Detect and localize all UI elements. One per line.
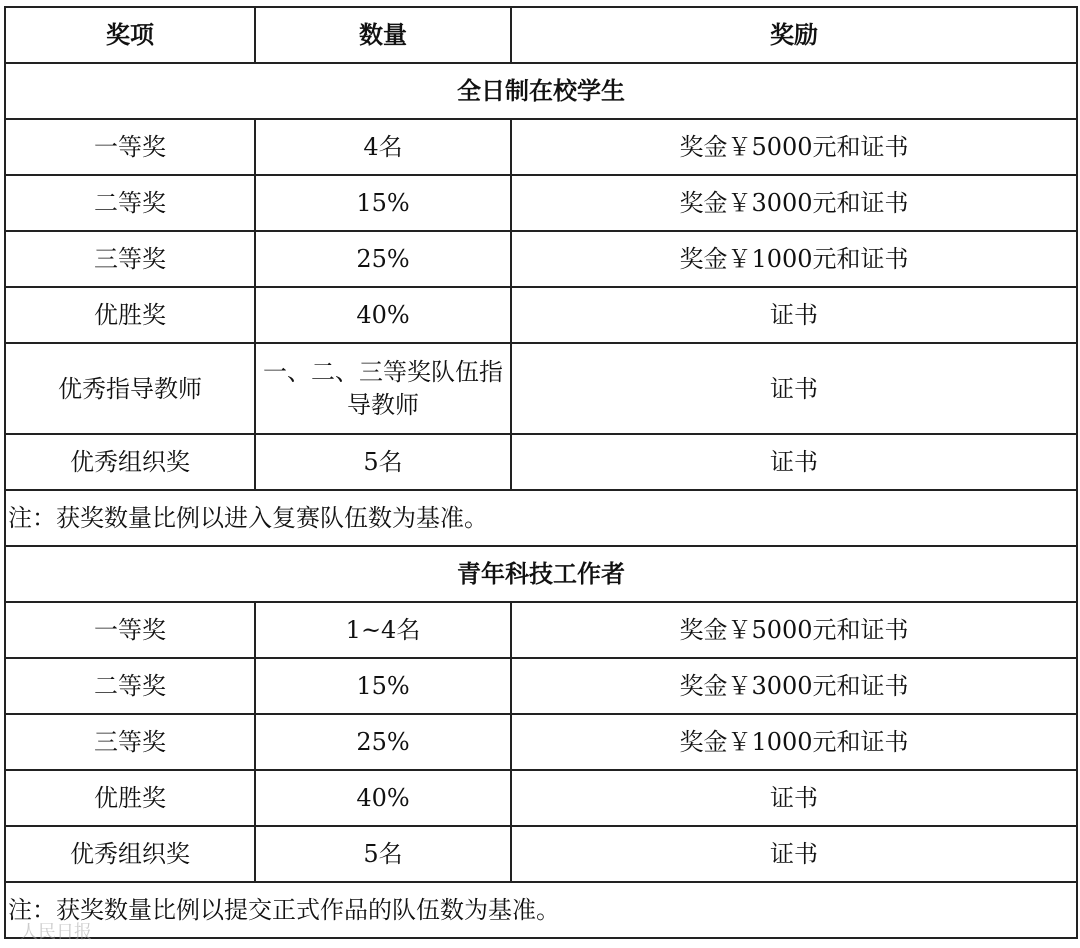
table-row <box>5 602 1077 658</box>
award-cell: 优秀组织奖 <box>5 826 255 882</box>
header-reward: 奖励 <box>511 7 1077 63</box>
quantity-cell: 5名 <box>255 826 511 882</box>
section-title-row <box>5 63 1077 119</box>
reward-cell: 证书 <box>511 343 1077 434</box>
quantity-cell: 40% <box>255 287 511 343</box>
table-row <box>5 826 1077 882</box>
reward-cell: 奖金￥3000元和证书 <box>511 175 1077 231</box>
award-cell: 二等奖 <box>5 175 255 231</box>
award-cell: 三等奖 <box>5 714 255 770</box>
header-award: 奖项 <box>5 7 255 63</box>
table-row <box>5 658 1077 714</box>
quantity-cell: 15% <box>255 175 511 231</box>
reward-cell: 奖金￥5000元和证书 <box>511 119 1077 175</box>
quantity-cell: 40% <box>255 770 511 826</box>
award-table <box>4 6 1078 939</box>
reward-cell: 奖金￥3000元和证书 <box>511 658 1077 714</box>
award-cell: 三等奖 <box>5 231 255 287</box>
table-row <box>5 119 1077 175</box>
header-row <box>5 7 1077 63</box>
note-row <box>5 490 1077 546</box>
quantity-cell: 一、二、三等奖队伍指导教师 <box>255 343 511 434</box>
table-row <box>5 175 1077 231</box>
award-cell: 一等奖 <box>5 119 255 175</box>
table-row <box>5 434 1077 490</box>
award-cell: 优秀组织奖 <box>5 434 255 490</box>
section-title: 青年科技工作者 <box>5 546 1077 602</box>
table-row <box>5 714 1077 770</box>
award-cell: 优胜奖 <box>5 287 255 343</box>
award-cell: 二等奖 <box>5 658 255 714</box>
reward-cell: 奖金￥1000元和证书 <box>511 231 1077 287</box>
reward-cell: 证书 <box>511 287 1077 343</box>
table-row <box>5 343 1077 434</box>
section-note: 注：获奖数量比例以提交正式作品的队伍数为基准。 <box>5 882 1077 938</box>
note-row <box>5 882 1077 938</box>
reward-cell: 证书 <box>511 770 1077 826</box>
award-cell: 优胜奖 <box>5 770 255 826</box>
table-row <box>5 770 1077 826</box>
section-note: 注：获奖数量比例以进入复赛队伍数为基准。 <box>5 490 1077 546</box>
quantity-cell: 25% <box>255 231 511 287</box>
quantity-cell: 4名 <box>255 119 511 175</box>
award-cell: 优秀指导教师 <box>5 343 255 434</box>
watermark: 人民日报 <box>20 922 92 943</box>
section-title-row <box>5 546 1077 602</box>
reward-cell: 证书 <box>511 434 1077 490</box>
reward-cell: 证书 <box>511 826 1077 882</box>
reward-cell: 奖金￥5000元和证书 <box>511 602 1077 658</box>
table-row <box>5 287 1077 343</box>
quantity-cell: 25% <box>255 714 511 770</box>
section-title: 全日制在校学生 <box>5 63 1077 119</box>
table-row <box>5 231 1077 287</box>
quantity-cell: 15% <box>255 658 511 714</box>
quantity-cell: 1~4名 <box>255 602 511 658</box>
award-cell: 一等奖 <box>5 602 255 658</box>
header-quantity: 数量 <box>255 7 511 63</box>
quantity-cell: 5名 <box>255 434 511 490</box>
reward-cell: 奖金￥1000元和证书 <box>511 714 1077 770</box>
